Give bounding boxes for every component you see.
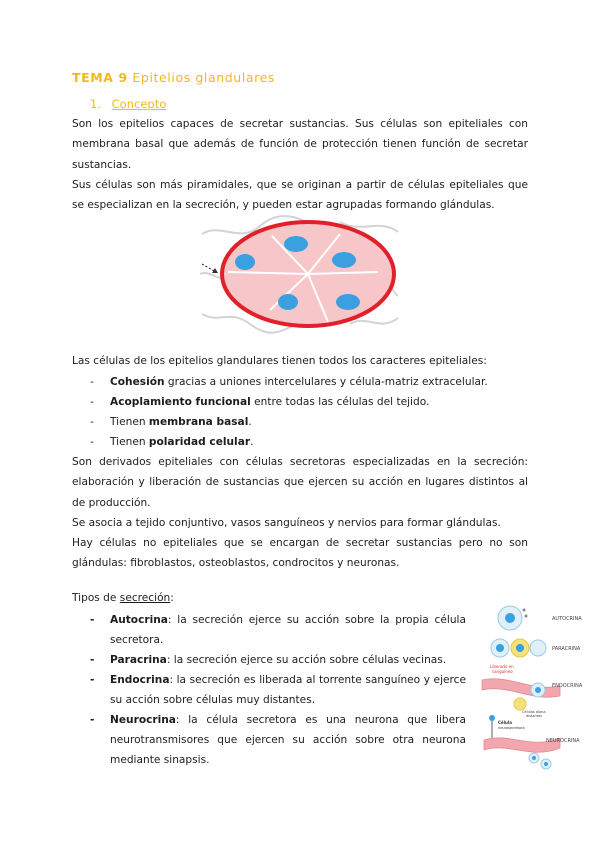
diagram-label-neurosecretora: neurosecretora	[498, 726, 525, 730]
intro-paragraph-1: Son los epitelios capaces de secretar sustancias. Sus células son epiteliales con membrana basal que además de función de protección tienen función de secretar sustancias.	[72, 118, 528, 171]
body-paragraph-5: Hay células no epiteliales que se encargan de secretar sustancias pero no son glándulas: fibroblastos, osteoblastos, condrocitos y neuronas.	[72, 537, 528, 570]
page-title	[72, 70, 275, 85]
list-item: - Endocrina: la secreción es liberada al torrente sanguíneo y ejerce su acción sobre células muy distantes.	[90, 670, 466, 710]
diagram-label-endocrina: ENDOCRINA	[552, 683, 583, 689]
secretion-types-heading: Tipos de secreción:	[72, 592, 174, 604]
target-cells-icon	[529, 753, 551, 769]
diagram-label-diana-1: Células diana	[522, 710, 546, 714]
section-label: Concepto	[111, 97, 167, 111]
pointer-arrow-icon	[202, 264, 218, 273]
diagram-label-paracrina: PARACRINA	[552, 646, 581, 652]
diagram-label-liberado: Liberado en	[490, 664, 514, 669]
diagram-label-diana-2: distantes	[526, 714, 543, 718]
paracrine-cells-icon	[491, 639, 546, 657]
section-heading	[90, 97, 166, 111]
tema-label: TEMA 9	[72, 70, 128, 85]
tema-title: Epitelios glandulares	[132, 70, 276, 85]
list-item: - Neurocrina: la célula secretora es una neurona que libera neurotransmisores que ejercen su acción sobre otra neurona mediante sinapsis.	[90, 710, 466, 770]
gland-illustration	[200, 214, 400, 334]
intro-paragraph-2: Sus células son más piramidales, que se originan a partir de células epiteliales que se especializan en la secreción, y pueden estar agrupadas formando glándulas.	[72, 179, 528, 212]
autocrine-cell-icon	[498, 606, 528, 630]
list-item: - Tienen polaridad celular.	[90, 432, 520, 452]
characteristics-list	[90, 372, 520, 452]
diagram-label-sanguineo: sanguíneo	[492, 669, 513, 674]
list-item: - Acoplamiento funcional entre todas las células del tejido.	[90, 392, 520, 412]
list-item: - Paracrina: la secreción ejerce su acción sobre células vecinas.	[90, 650, 466, 670]
secretion-types-list	[90, 610, 466, 770]
body-paragraph-3: Son derivados epiteliales con células secretoras especializadas en la secreción: elaboración y liberación de sustancias que ejercen su acción en lugares distintos al de producción.	[72, 456, 528, 509]
diagram-label-neurocrina: NEUROCRINA	[546, 738, 580, 744]
neuron-icon	[489, 715, 495, 740]
secretion-types-diagram	[480, 600, 590, 775]
list-item: - Tienen membrana basal.	[90, 412, 520, 432]
diagram-label-autocrina: AUTOCRINA	[552, 616, 582, 622]
section-number: 1.	[90, 97, 101, 111]
characteristics-intro: Las células de los epitelios glandulares tienen todos los caracteres epiteliales:	[72, 355, 487, 367]
list-item: - Cohesión gracias a uniones intercelulares y célula-matriz extracelular.	[90, 372, 520, 392]
blood-vessel-icon	[482, 679, 560, 697]
list-item: - Autocrina: la secreción ejerce su acción sobre la propia célula secretora.	[90, 610, 466, 650]
body-paragraph-4: Se asocia a tejido conjuntivo, vasos sanguíneos y nervios para formar glándulas.	[72, 517, 501, 529]
diagram-label-celula: Célula	[498, 720, 512, 725]
